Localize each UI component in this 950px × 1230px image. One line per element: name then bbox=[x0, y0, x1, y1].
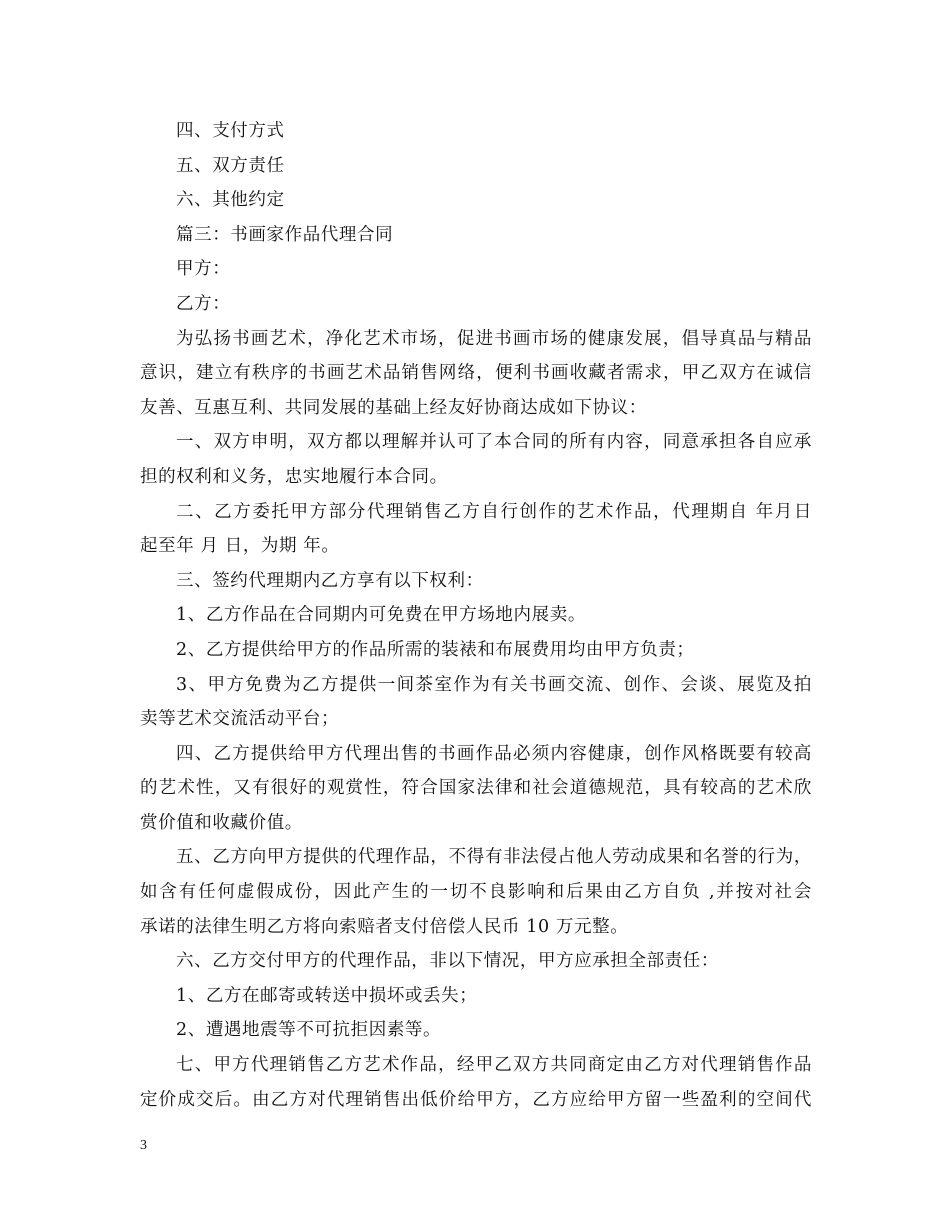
text-line: 六、其他约定 bbox=[176, 190, 285, 211]
text-line: 六、乙方交付甲方的代理作品，非以下情况，甲方应承担全部责任： bbox=[176, 951, 719, 972]
text-line: 三、签约代理期内乙方享有以下权利： bbox=[176, 570, 484, 591]
text-line: 篇三：书画家作品代理合同 bbox=[176, 224, 394, 245]
text-line: 五、乙方向甲方提供的代理作品，不得有非法侵占他人劳动成果和名誉的行为， bbox=[176, 847, 812, 868]
text-line: 为弘扬书画艺术，净化艺术市场，促进书画市场的健康发展，倡导真品与精品 bbox=[176, 328, 812, 349]
document-body bbox=[140, 114, 812, 1117]
text-line: 起至年 月 日，为期 年。 bbox=[140, 536, 340, 557]
page-number: 3 bbox=[140, 1138, 147, 1153]
text-line: 定价成交后。由乙方对代理销售出低价给甲方，乙方应给甲方留一些盈利的空间代 bbox=[140, 1089, 812, 1110]
text-line: 2、乙方提供给甲方的作品所需的装裱和布展费用均由甲方负责； bbox=[176, 639, 695, 660]
text-line: 如含有任何虚假成份，因此产生的一切不良影响和后果由乙方自负 ,并按对社会 bbox=[140, 882, 812, 903]
text-line: 的艺术性，又有很好的观赏性，符合国家法律和社会道德规范，具有较高的艺术欣 bbox=[140, 778, 812, 799]
text-line: 乙方： bbox=[176, 293, 231, 314]
text-line: 七、甲方代理销售乙方艺术作品，经甲乙双方共同商定由乙方对代理销售作品 bbox=[176, 1055, 812, 1076]
text-line: 甲方： bbox=[176, 259, 231, 280]
text-line: 承诺的法律生明乙方将向索赔者支付倍偿人民币 10 万元整。 bbox=[140, 916, 629, 937]
text-line: 1、乙方在邮寄或转送中损坏或丢失； bbox=[176, 985, 478, 1006]
text-line: 赏价值和收藏价值。 bbox=[140, 812, 303, 833]
text-line: 1、乙方作品在合同期内可免费在甲方场地内展卖。 bbox=[176, 605, 586, 626]
text-line: 2、遭遇地震等不可抗拒因素等。 bbox=[176, 1020, 442, 1041]
text-line: 友善、互惠互利、共同发展的基础上经友好协商达成如下协议： bbox=[140, 397, 647, 418]
text-line: 意识，建立有秩序的书画艺术品销售网络，便利书画收藏者需求，甲乙双方在诚信 bbox=[140, 363, 812, 384]
text-line: 二、乙方委托甲方部分代理销售乙方自行创作的艺术作品，代理期自 年月日 bbox=[176, 501, 812, 522]
text-line: 3、甲方免费为乙方提供一间茶室作为有关书画交流、创作、会谈、展览及拍 bbox=[176, 674, 812, 695]
text-line: 四、支付方式 bbox=[176, 121, 285, 141]
text-line: 担的权利和义务，忠实地履行本合同。 bbox=[140, 466, 448, 487]
text-line: 五、双方责任 bbox=[176, 155, 285, 176]
text-line: 一、双方申明，双方都以理解并认可了本合同的所有内容，同意承担各自应承 bbox=[176, 432, 812, 453]
text-line: 四、乙方提供给甲方代理出售的书画作品必须内容健康，创作风格既要有较高 bbox=[176, 743, 812, 764]
text-line: 卖等艺术交流活动平台； bbox=[140, 709, 340, 730]
